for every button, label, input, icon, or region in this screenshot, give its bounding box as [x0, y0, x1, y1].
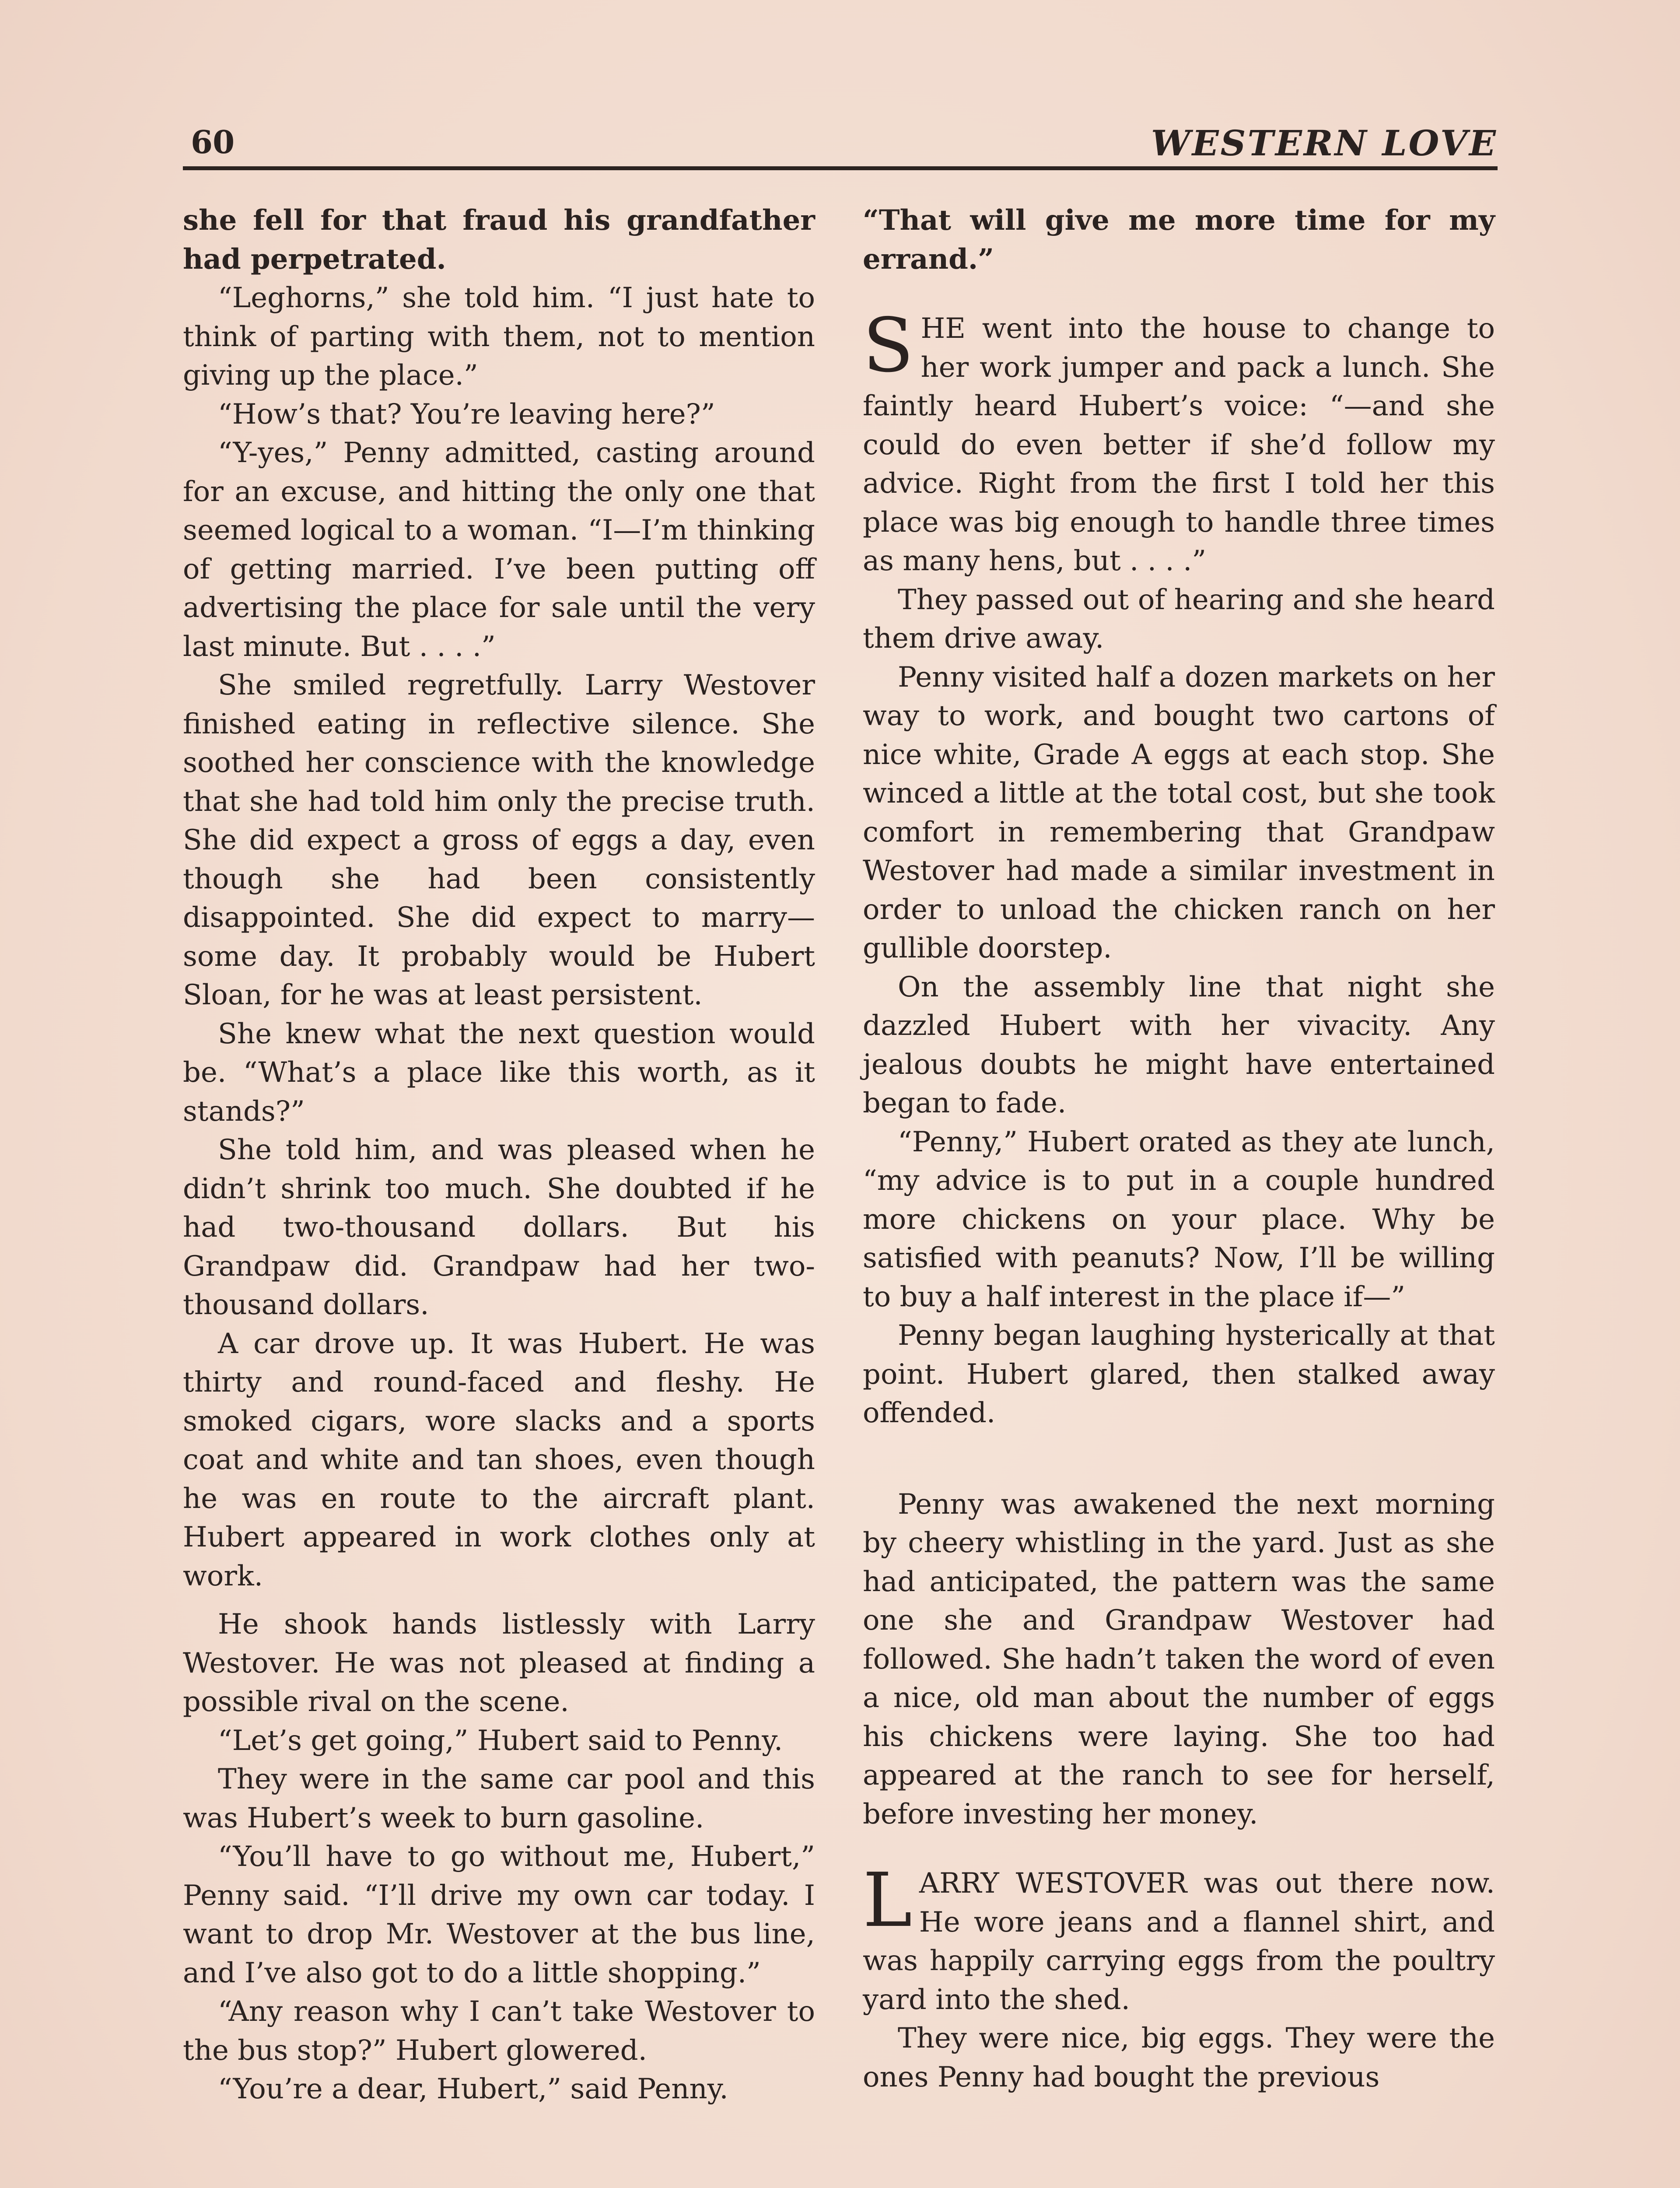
- paragraph: They passed out of hearing and she heard them drive away.: [863, 583, 1495, 655]
- paragraph: “That will give me more time for my errand.”: [863, 204, 1495, 276]
- right-column: [863, 201, 1495, 2097]
- paragraph: She told him, and was pleased when he didn’t shrink too much. She doubted if he had two-thousand dollars. But his Grandpaw did. Grandpaw had her two-thousand dollars.: [183, 1134, 815, 1321]
- paragraph: Penny was awakened the next morning by cheery whistling in the yard. Just as she had anticipated, the pattern was the same one she and Grandpaw Westover had followed. She hadn’t taken the word of even a nice, old man about the number of eggs his chickens were laying. She too had appeared at the ranch to see for herself, before investing her money.: [863, 1488, 1495, 1830]
- paragraph: “Penny,” Hubert orated as they ate lunch, “my advice is to put in a couple hundred more chickens on your place. Why be satisfied with peanuts? Now, I’ll be willing to buy a half interest in the place if—”: [863, 1126, 1495, 1313]
- page-number: 60: [191, 123, 235, 161]
- paragraph: Penny visited half a dozen markets on her way to work, and bought two cartons of nice white, Grade A eggs at each stop. She winced a little at the total cost, but she took comfort in remembering that Grandpaw Westover had made a similar investment in order to unload the chicken ranch on her gullible doorstep.: [863, 661, 1495, 964]
- paragraph: They were nice, big eggs. They were the ones Penny had bought the previous: [863, 2022, 1495, 2093]
- paragraph: He shook hands listlessly with Larry Westover. He was not pleased at finding a possible rival on the scene.: [183, 1608, 815, 1718]
- paragraph: “How’s that? You’re leaving here?”: [218, 398, 715, 431]
- magazine-title: WESTERN LOVE: [1151, 123, 1498, 164]
- paragraph: she fell for that fraud his grandfather had perpetrated.: [183, 204, 815, 276]
- paragraph: She smiled regretfully. Larry Westover finished eating in reflective silence. She soothed her conscience with the knowledge that she had told him only the precise truth. She did expect a gross of eggs a day, even though she had been consistently disappointed. She did expect to marry—some day. It probably would be Hubert Sloan, for he was at least persistent.: [183, 669, 815, 1011]
- paragraph: They were in the same car pool and this was Hubert’s week to burn gasoline.: [183, 1763, 815, 1834]
- paragraph: Penny began laughing hysterically at that point. Hubert glared, then stalked away offended.: [863, 1319, 1495, 1429]
- paragraph: “Let’s get going,” Hubert said to Penny.: [218, 1724, 783, 1757]
- paragraph: A car drove up. It was Hubert. He was thirty and round-faced and fleshy. He smoked cigars, wore slacks and a sports coat and white and tan shoes, even though he was en route to the aircraft plant. Hubert appeared in work clothes only at work.: [183, 1327, 815, 1592]
- paragraph: “You’ll have to go without me, Hubert,” Penny said. “I’ll drive my own car today. I want to drop Mr. Westover at the bus line, and I’ve also got to do a little shopping.”: [183, 1841, 815, 1989]
- paragraph: She knew what the next question would be. “What’s a place like this worth, as it stands?”: [183, 1017, 815, 1128]
- paragraph-dropcap: SHE went into the house to change to her work jumper and pack a lunch. She faintly heard Hubert’s voice: “—and she could do even better if she’d follow my advice. Right from the first I told her this place was big enough to handle three times as many hens, but . . . .”: [863, 302, 1495, 577]
- left-column: [183, 201, 815, 2109]
- paragraph: “You’re a dear, Hubert,” said Penny.: [218, 2073, 728, 2105]
- paragraph: On the assembly line that night she dazzled Hubert with her vivacity. Any jealous doubts he might have entertained began to fade.: [863, 971, 1495, 1119]
- page-header: [183, 118, 1498, 170]
- paragraph: “Y-yes,” Penny admitted, casting around for an excuse, and hitting the only one that seemed logical to a woman. “I—I’m thinking of getting married. I’ve been putting off advertising the place for sale until the very last minute. But . . . .”: [183, 437, 815, 663]
- paragraph-dropcap: LARRY WESTOVER was out there now. He wore jeans and a flannel shirt, and was happily carrying eggs from the poultry yard into the shed.: [863, 1857, 1495, 2016]
- paragraph: “Leghorns,” she told him. “I just hate to think of parting with them, not to mention giving up the place.”: [183, 282, 815, 392]
- paragraph: “Any reason why I can’t take Westover to the bus stop?” Hubert glowered.: [183, 1995, 815, 2067]
